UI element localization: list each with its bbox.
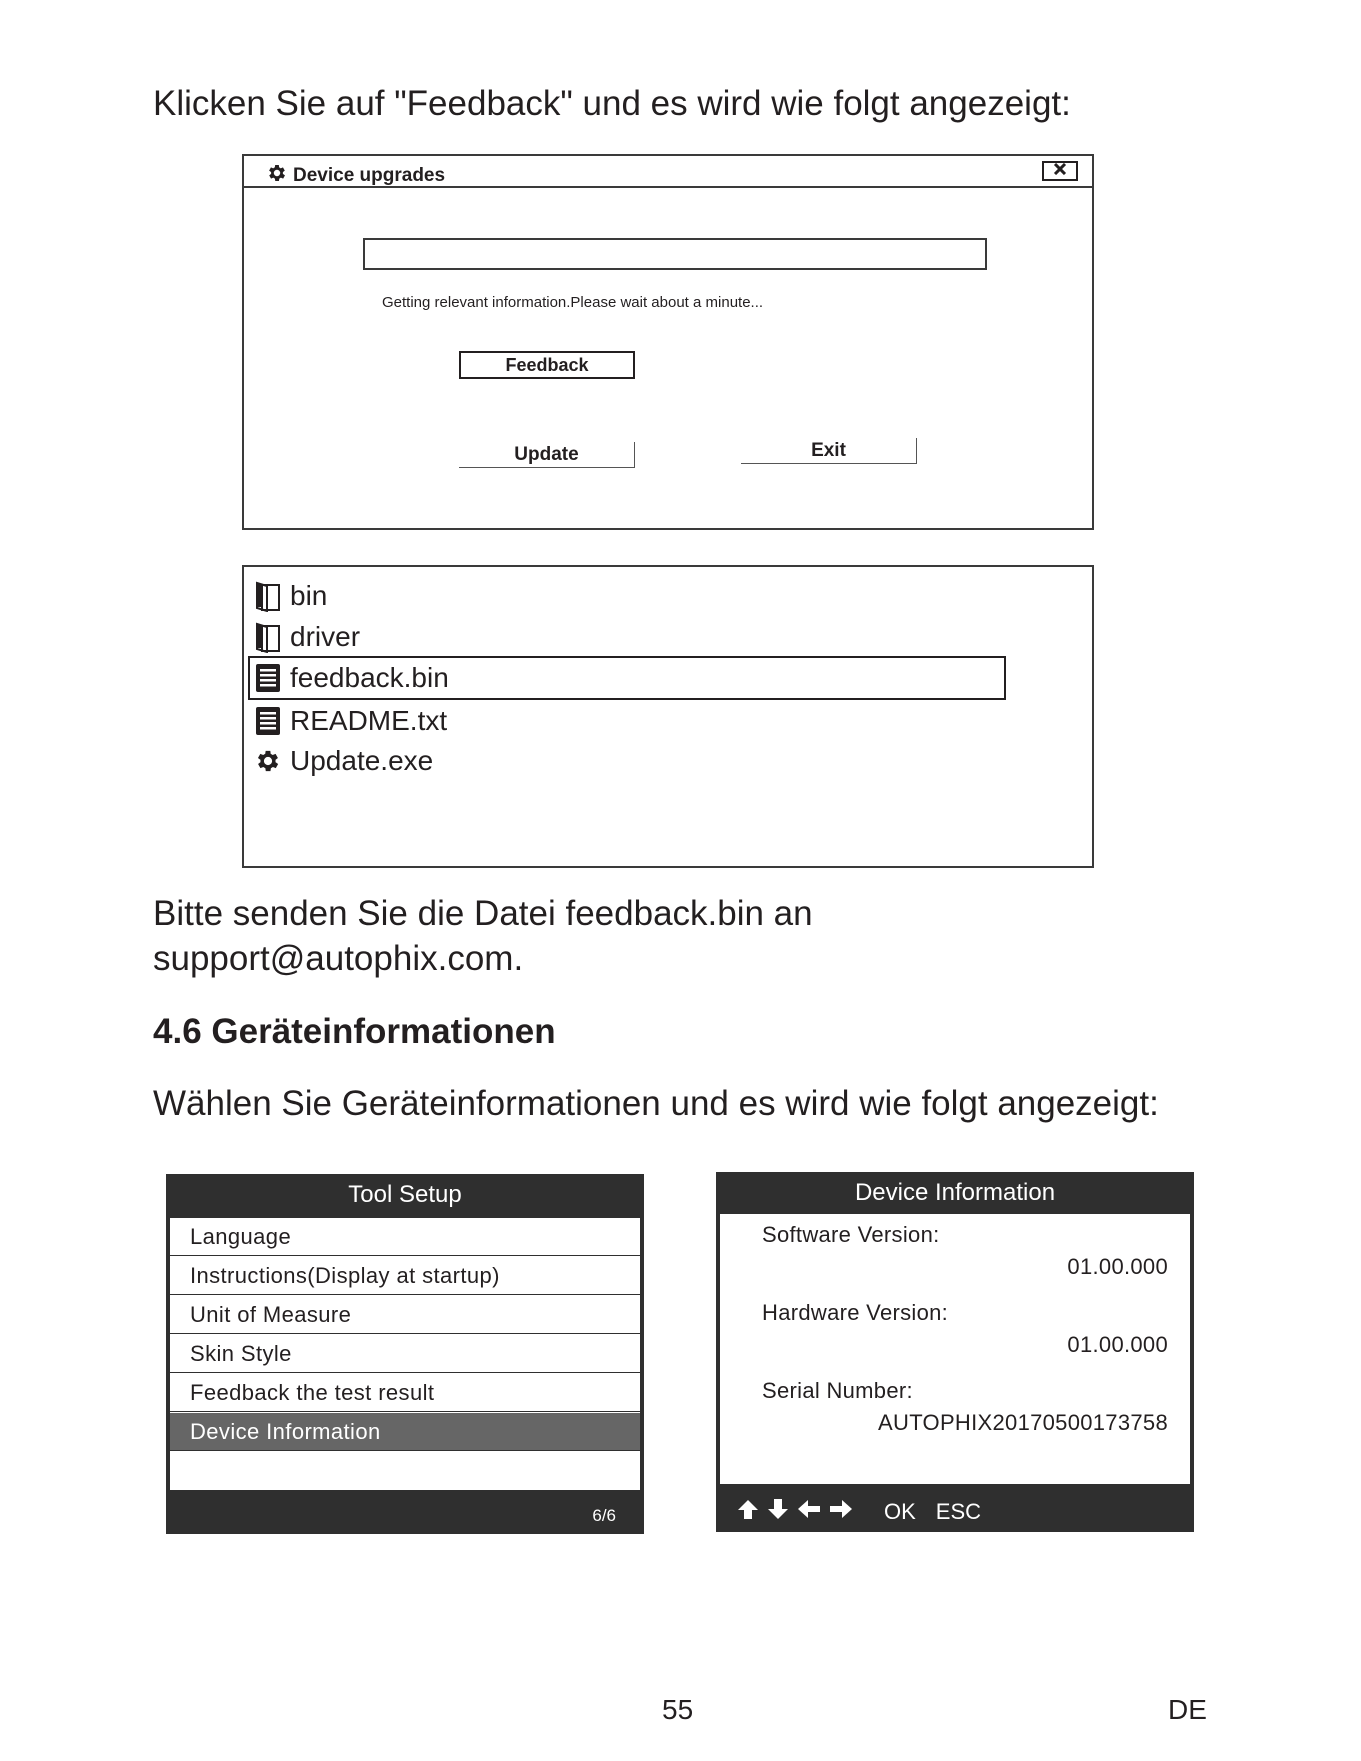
section-heading: 4.6 Geräteinformationen xyxy=(153,1012,556,1051)
file-name: feedback.bin xyxy=(290,662,449,693)
arrow-left-icon[interactable] xyxy=(796,1498,822,1526)
menu-item-device-information[interactable]: Device Information xyxy=(170,1413,640,1451)
gear-icon xyxy=(254,744,282,778)
close-button[interactable] xyxy=(1042,161,1078,181)
device-upgrades-dialog xyxy=(242,154,1094,530)
document-icon xyxy=(254,704,282,738)
file-name: README.txt xyxy=(290,705,448,736)
arrow-down-icon[interactable] xyxy=(766,1498,790,1526)
update-button[interactable]: Update xyxy=(459,442,635,468)
device-information-title: Device Information xyxy=(854,1179,1056,1206)
exit-button[interactable]: Exit xyxy=(741,438,917,464)
ok-key[interactable]: OK xyxy=(884,1499,916,1524)
arrow-up-icon[interactable] xyxy=(736,1498,760,1526)
software-version-label: Software Version: xyxy=(762,1222,940,1247)
serial-number-label: Serial Number: xyxy=(762,1378,913,1403)
page-number: 55 xyxy=(662,1694,694,1725)
tool-setup-menu xyxy=(170,1218,640,1490)
tool-setup-title: Tool Setup xyxy=(348,1181,462,1208)
file-name: bin xyxy=(290,580,328,611)
progress-bar xyxy=(363,238,987,270)
navigation-bar xyxy=(736,1498,981,1526)
page-indicator: 6/6 xyxy=(592,1506,616,1525)
file-name: Update.exe xyxy=(290,745,434,776)
menu-item-language[interactable]: Language xyxy=(170,1218,640,1256)
hardware-version-value: 01.00.000 xyxy=(1067,1332,1168,1357)
menu-item-unit-of-measure[interactable]: Unit of Measure xyxy=(170,1296,640,1334)
menu-item-instructions[interactable]: Instructions(Display at startup) xyxy=(170,1257,640,1295)
device-information-content xyxy=(720,1214,1190,1484)
document-icon xyxy=(254,661,282,695)
titlebar-divider xyxy=(244,186,1092,188)
device-information-screen xyxy=(716,1172,1194,1532)
esc-key[interactable]: ESC xyxy=(935,1499,982,1524)
intro-paragraph: Klicken Sie auf "Feedback" und es wird wie folgt angezeigt: xyxy=(153,84,1071,123)
language-tag: DE xyxy=(1168,1694,1207,1725)
feedback-button[interactable]: Feedback xyxy=(459,351,635,379)
serial-number-value: AUTOPHIX20170500173758 xyxy=(878,1410,1168,1435)
software-version-value: 01.00.000 xyxy=(1067,1254,1168,1279)
folder-icon xyxy=(254,579,282,613)
hardware-version-label: Hardware Version: xyxy=(762,1300,949,1325)
file-item[interactable] xyxy=(254,742,433,780)
menu-item-feedback[interactable]: Feedback the test result xyxy=(170,1374,640,1412)
menu-item-skin-style[interactable]: Skin Style xyxy=(170,1335,640,1373)
folder-icon xyxy=(254,620,282,654)
file-item[interactable] xyxy=(254,577,327,615)
close-icon xyxy=(1052,162,1068,180)
file-item[interactable] xyxy=(254,618,360,656)
file-item-selected[interactable] xyxy=(254,659,449,697)
file-name: driver xyxy=(290,621,361,652)
file-item[interactable] xyxy=(254,702,447,740)
tool-setup-screen xyxy=(166,1174,644,1534)
section-paragraph: Wählen Sie Geräteinformationen und es wird wie folgt angezeigt: xyxy=(153,1084,1159,1123)
file-explorer xyxy=(242,565,1094,868)
status-message: Getting relevant information.Please wait about a minute... xyxy=(382,294,764,311)
send-instruction-line1: Bitte senden Sie die Datei feedback.bin an xyxy=(153,894,813,933)
support-email: support@autophix.com. xyxy=(153,939,524,978)
arrow-right-icon[interactable] xyxy=(828,1498,854,1526)
dialog-title: Device upgrades xyxy=(293,165,446,186)
